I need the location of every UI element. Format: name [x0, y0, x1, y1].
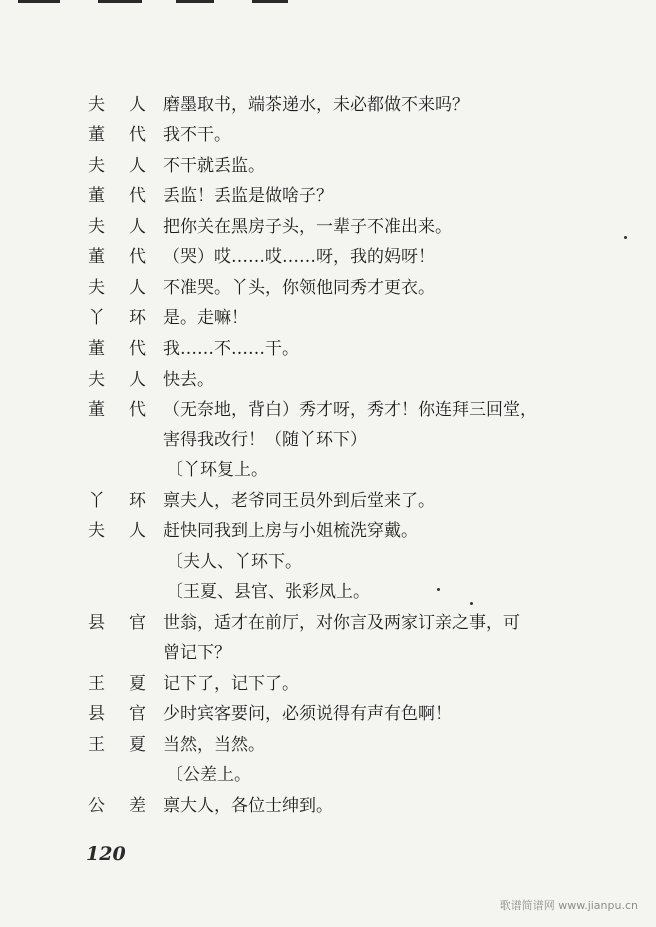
speaker-char: 人 [129, 521, 146, 541]
speech-text: 不干就丢监。 [163, 156, 265, 176]
speech-text: 害得我改行！（随丫环下） [163, 430, 367, 450]
speaker-name [88, 699, 146, 729]
speaker-name [88, 486, 146, 516]
speech-text: 丢监！丢监是做啥子？ [163, 186, 333, 206]
stage-direction-text: 〔公差上。 [166, 765, 251, 785]
speaker-name [88, 608, 146, 638]
speaker-char: 董 [88, 400, 105, 420]
speech-text: 禀大人，各位士绅到。 [163, 796, 333, 816]
speech-text: 曾记下？ [163, 643, 231, 663]
speaker-name [88, 365, 146, 395]
speaker-char: 人 [129, 217, 146, 237]
speaker-char: 王 [88, 735, 105, 755]
speech-text: 我不干。 [163, 125, 231, 145]
stage-direction-text: 〔丫环复上。 [166, 460, 268, 480]
speaker-char: 董 [88, 125, 105, 145]
speaker-char: 差 [129, 796, 146, 816]
speech-text: （无奈地，背白）秀才呀，秀才！你连拜三回堂， [163, 400, 537, 420]
stage-direction-text: 〔夫人、丫环下。 [166, 552, 302, 572]
speech-text: 当然，当然。 [163, 735, 265, 755]
speaker-char: 王 [88, 674, 105, 694]
speaker-name [88, 669, 146, 699]
speaker-name [88, 395, 146, 425]
speaker-name [88, 181, 146, 211]
speech-text: 记下了，记下了。 [163, 674, 299, 694]
speech-text: 磨墨取书，端茶递水，未必都做不来吗？ [163, 95, 469, 115]
speaker-char: 夫 [88, 95, 105, 115]
speaker-char: 人 [129, 156, 146, 176]
speaker-char: 丫 [88, 491, 105, 511]
speaker-char: 县 [88, 613, 105, 633]
speaker-name [88, 516, 146, 546]
speaker-name [88, 730, 146, 760]
speaker-char: 环 [129, 491, 146, 511]
ink-speck [624, 236, 627, 239]
speaker-name [88, 151, 146, 181]
speech-text: 是。走嘛！ [163, 308, 248, 328]
ink-speck [437, 588, 440, 591]
speaker-char: 代 [129, 186, 146, 206]
speaker-name [88, 242, 146, 272]
speaker-char: 夫 [88, 521, 105, 541]
speaker-name [88, 334, 146, 364]
ink-speck [470, 602, 473, 605]
speaker-char: 代 [129, 339, 146, 359]
speaker-char: 夫 [88, 278, 105, 298]
speaker-char: 公 [88, 796, 105, 816]
speech-text: 不准哭。丫头，你领他同秀才更衣。 [163, 278, 435, 298]
speech-text: 世翁，适才在前厅，对你言及两家订亲之事，可 [163, 613, 520, 633]
speaker-char: 董 [88, 339, 105, 359]
speech-text: 赶快同我到上房与小姐梳洗穿戴。 [163, 521, 418, 541]
speaker-char: 代 [129, 247, 146, 267]
speech-text: 把你关在黑房子头，一辈子不准出来。 [163, 217, 452, 237]
speaker-char: 人 [129, 278, 146, 298]
speaker-char: 官 [129, 613, 146, 633]
speaker-char: 环 [129, 308, 146, 328]
speech-text: 我……不……干。 [163, 339, 299, 359]
speaker-char: 夫 [88, 217, 105, 237]
speech-text: 禀夫人，老爷同王员外到后堂来了。 [163, 491, 435, 511]
speaker-char: 人 [129, 95, 146, 115]
speaker-name [88, 273, 146, 303]
speaker-char: 董 [88, 247, 105, 267]
stage-direction-text: 〔王夏、县官、张彩凤上。 [166, 582, 370, 602]
speech-text: 快去。 [163, 370, 214, 390]
speaker-char: 人 [129, 370, 146, 390]
speaker-name [88, 791, 146, 821]
speech-text: 少时宾客要问，必须说得有声有色啊！ [163, 704, 452, 724]
speaker-char: 夫 [88, 156, 105, 176]
speaker-char: 代 [129, 400, 146, 420]
speech-text: （哭）哎……哎……呀，我的妈呀！ [163, 247, 435, 267]
speaker-name [88, 90, 146, 120]
speaker-char: 官 [129, 704, 146, 724]
page-number: 120 [86, 843, 126, 865]
speaker-char: 夫 [88, 370, 105, 390]
speaker-name [88, 212, 146, 242]
site-watermark: 歌谱简谱网 www.jianpu.cn [499, 899, 638, 912]
speaker-char: 夏 [129, 674, 146, 694]
speaker-name [88, 120, 146, 150]
speaker-name [88, 303, 146, 333]
speaker-char: 丫 [88, 308, 105, 328]
speaker-char: 夏 [129, 735, 146, 755]
speaker-char: 代 [129, 125, 146, 145]
speaker-char: 董 [88, 186, 105, 206]
speaker-char: 县 [88, 704, 105, 724]
